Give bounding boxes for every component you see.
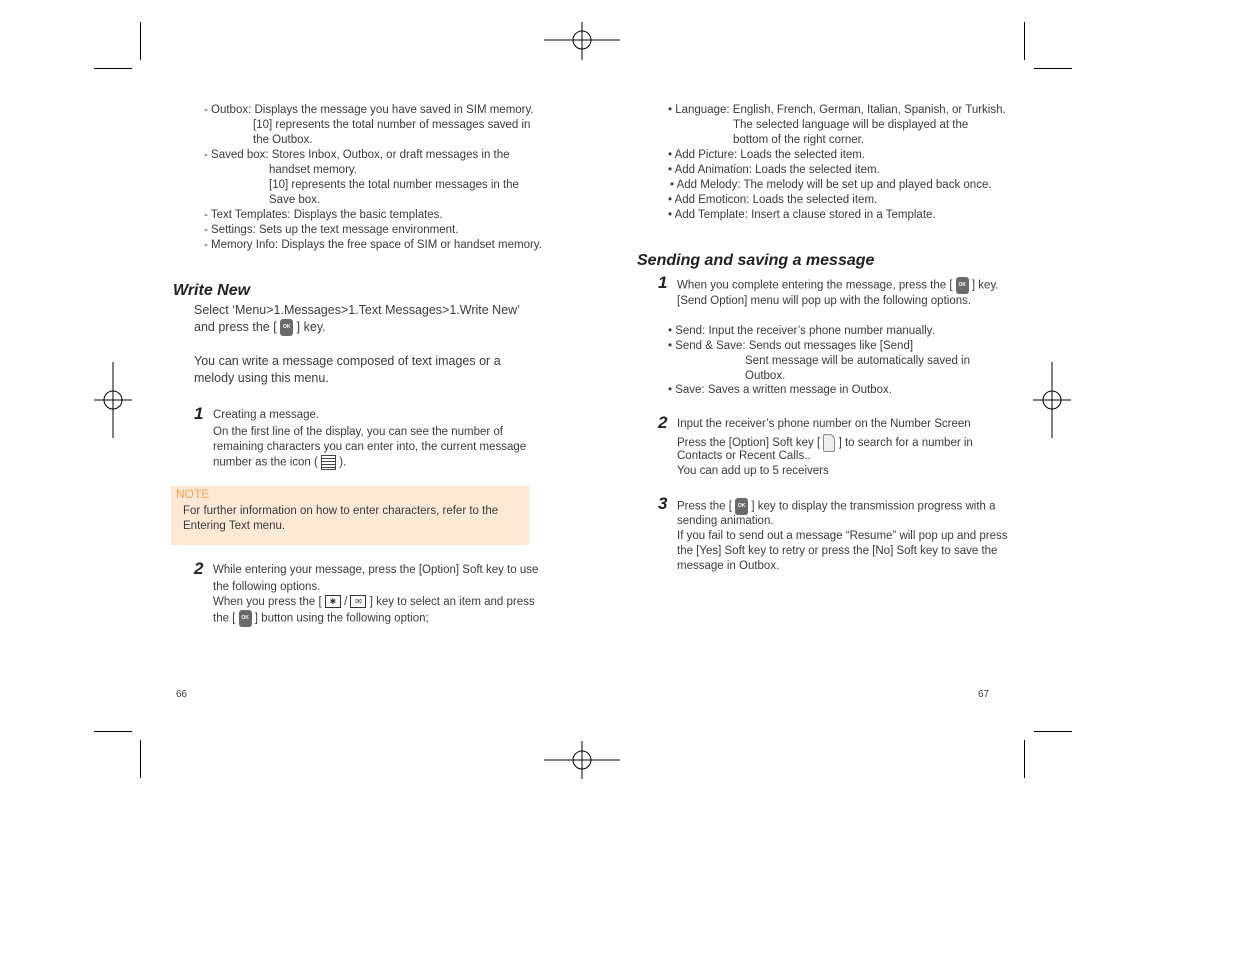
note-text: For further information on how to enter characters, refer to the xyxy=(183,505,499,517)
send-step1-text: When you complete entering the message, press the [ OK ] key. xyxy=(677,277,999,294)
ok-key-icon: OK xyxy=(239,610,252,627)
step2-text: While entering your message, press the [Option] Soft key to use xyxy=(213,564,539,576)
message-count-icon xyxy=(321,455,336,470)
send-save-line: Sent message will be automatically saved in xyxy=(745,355,971,367)
step-number: 2 xyxy=(194,559,204,578)
note-title: NOTE xyxy=(176,487,210,501)
write-new-text: Select ‘Menu>1.Messages>1.Text Messages>1.Write New’ xyxy=(194,303,520,317)
step1-text: remaining characters you can enter into, the current message xyxy=(213,441,527,453)
send-save-line: Outbox. xyxy=(745,370,786,382)
step2-text: the [ OK ] button using the following option; xyxy=(213,610,429,627)
note-text: Entering Text menu. xyxy=(183,520,286,532)
note-box xyxy=(171,486,529,545)
send-heading: Sending and saving a message xyxy=(637,252,875,269)
saved-box-line: [10] represents the total number messages in the xyxy=(269,179,519,191)
save-option-line: • Save: Saves a written message in Outbox. xyxy=(668,384,892,396)
step2-text: When you press the [ ✱ / ✉ ] key to select an item and press xyxy=(213,596,535,608)
send-step3-text: message in Outbox. xyxy=(677,560,780,572)
add-animation-line: • Add Animation: Loads the selected item. xyxy=(668,164,880,176)
saved-box-line: - Saved box: Stores Inbox, Outbox, or draft messages in the xyxy=(204,149,510,161)
step-number: 1 xyxy=(658,273,668,292)
saved-box-line: handset memory. xyxy=(269,164,357,176)
settings-line: - Settings: Sets up the text message environment. xyxy=(204,224,459,236)
add-emoticon-line: • Add Emoticon: Loads the selected item. xyxy=(668,194,878,206)
step1-text: number as the icon ( ). xyxy=(213,456,347,469)
add-melody-line: • Add Melody: The melody will be set up and played back once. xyxy=(670,179,992,191)
registration-mark-right xyxy=(1033,362,1071,438)
registration-mark-left xyxy=(94,362,132,438)
language-line: bottom of the right corner. xyxy=(733,134,865,146)
step-number: 3 xyxy=(658,494,668,513)
page-number: 67 xyxy=(978,689,990,700)
add-template-line: • Add Template: Insert a clause stored in a Template. xyxy=(668,209,936,221)
text-templates-line: - Text Templates: Displays the basic templates. xyxy=(204,209,443,221)
soft-key-icon xyxy=(823,434,835,452)
write-new-text: and press the [ OK ] key. xyxy=(194,319,326,336)
send-step2-text: Contacts or Recent Calls.. xyxy=(677,450,811,462)
send-option-line: • Send: Input the receiver’s phone number manually. xyxy=(668,325,935,337)
ok-key-icon: OK xyxy=(735,498,748,515)
step1-title: Creating a message. xyxy=(213,409,320,421)
send-step3-text: If you fail to send out a message “Resume” will pop up and press xyxy=(677,530,1008,542)
step-number: 1 xyxy=(194,404,204,423)
send-step3-text: sending animation. xyxy=(677,515,774,527)
send-step1-text: [Send Option] menu will pop up with the following options. xyxy=(677,295,972,307)
memory-info-line: - Memory Info: Displays the free space of SIM or handset memory. xyxy=(204,239,542,251)
step-number: 2 xyxy=(658,413,668,432)
write-new-heading: Write New xyxy=(173,282,251,299)
registration-mark-top xyxy=(544,22,620,60)
page-number: 66 xyxy=(176,689,188,700)
send-save-line: • Send & Save: Sends out messages like [Send] xyxy=(668,340,914,352)
send-step3-text: Press the [ OK ] key to display the transmission progress with a xyxy=(677,498,996,515)
envelope-key-icon: ✉ xyxy=(350,595,366,608)
send-step2-text: You can add up to 5 receivers xyxy=(677,465,829,477)
language-line: The selected language will be displayed at the xyxy=(733,119,969,131)
ok-key-icon: OK xyxy=(280,319,293,336)
send-step3-text: the [Yes] Soft key to retry or press the [No] Soft key to save the xyxy=(677,545,998,557)
outbox-line: - Outbox: Displays the message you have saved in SIM memory. xyxy=(204,104,534,116)
registration-mark-bottom xyxy=(544,741,620,779)
saved-box-line: Save box. xyxy=(269,194,321,206)
compose-text: You can write a message composed of text images or a xyxy=(194,354,501,368)
compose-text: melody using this menu. xyxy=(194,371,329,385)
outbox-line: [10] represents the total number of messages saved in xyxy=(253,119,531,131)
step2-text: the following options. xyxy=(213,581,321,593)
language-line: • Language: English, French, German, Italian, Spanish, or Turkish. xyxy=(668,104,1006,116)
star-key-icon: ✱ xyxy=(325,595,341,608)
add-picture-line: • Add Picture: Loads the selected item. xyxy=(668,149,866,161)
outbox-line: the Outbox. xyxy=(253,134,313,146)
send-step2-text: Input the receiver’s phone number on the Number Screen xyxy=(677,418,971,430)
ok-key-icon: OK xyxy=(956,277,969,294)
send-step2-text: Press the [Option] Soft key [ ] to search for a number in xyxy=(677,434,973,452)
step1-text: On the first line of the display, you can see the number of xyxy=(213,426,504,438)
